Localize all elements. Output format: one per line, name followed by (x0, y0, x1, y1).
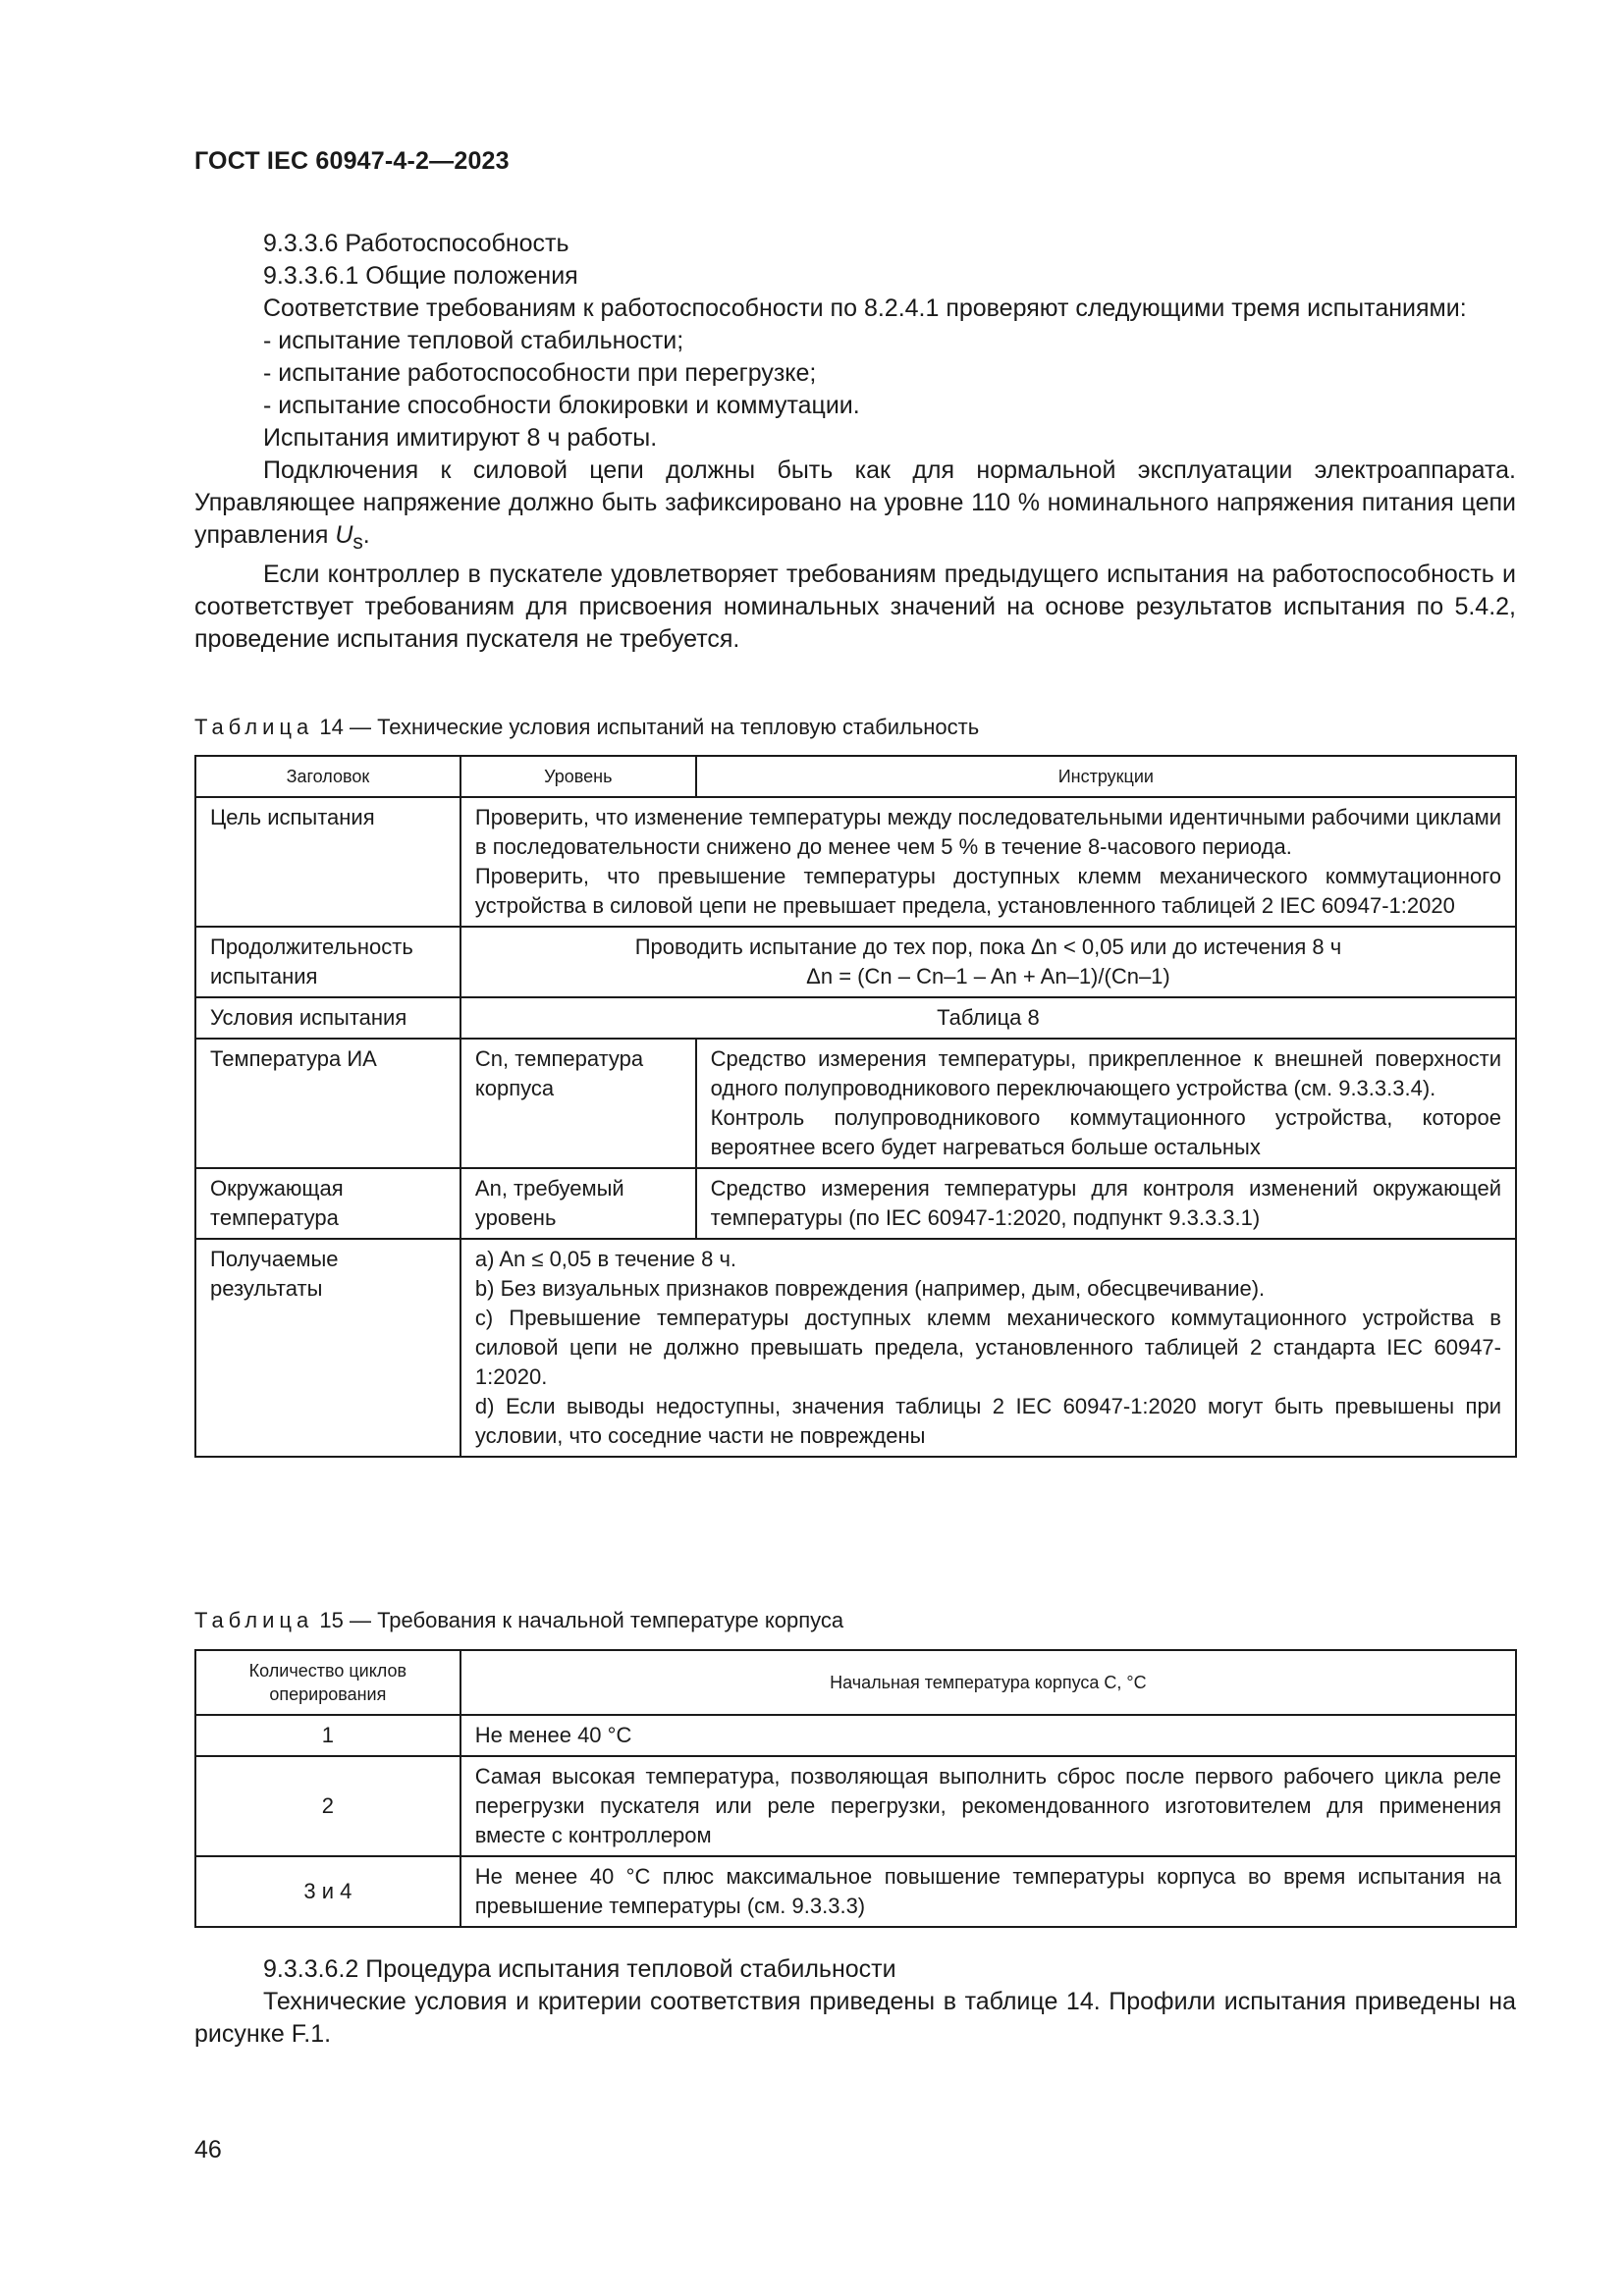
paragraph-imitate: Испытания имитируют 8 ч работы. (263, 424, 658, 452)
header-cell: Заголовок (195, 756, 460, 797)
temp-cell: Не менее 40 °C плюс максимальное повышение температуры корпуса во время испытания на превышение температуры (см. 9.3.3.3) (460, 1856, 1516, 1927)
row-level: Cn, температура корпуса (460, 1039, 696, 1168)
cell-text: Средство измерения температуры, прикрепленное к внешней поверхности одного полупроводникового переключающего устройства (см. 9.3.3.3.4). (710, 1046, 1501, 1100)
table-row (195, 797, 1516, 927)
cycles-cell: 1 (195, 1715, 460, 1756)
table-row (195, 1168, 1516, 1239)
temp-cell: Не менее 40 °C (460, 1715, 1516, 1756)
cell-text: Контроль полупроводникового коммутационного устройства, которое вероятнее всего будет нагреваться больше остальных (710, 1105, 1501, 1159)
voltage-subscript: s (352, 531, 363, 554)
table-row (195, 997, 1516, 1039)
formula-line: Δn = (Cn – Cn–1 – An + An–1)/(Cn–1) (806, 964, 1170, 988)
section-thermal-procedure (194, 1953, 1516, 2051)
list-item: - испытание способности блокировки и коммутации. (263, 392, 860, 419)
result-item: c) Превышение температуры доступных клемм механического коммутационного устройства в силовой цепи не должно превышать предела, установленного таблицей 2 стандарта IEC 60947-1:2020. (474, 1306, 1501, 1389)
row-label: Окружающая температура (195, 1168, 460, 1239)
table-header-row (195, 756, 1516, 797)
section-heading: 9.3.3.6.2 Процедура испытания тепловой стабильности (263, 1955, 896, 1983)
cell-text: Проверить, что изменение температуры между последовательными идентичными рабочими циклами в последовательности снижено до менее чем 5 % в течение 8-часового периода. (474, 805, 1501, 859)
row-content: Таблица 8 (460, 997, 1516, 1039)
duration-line: Проводить испытание до тех пор, пока Δn < 0,05 или до истечения 8 ч (634, 934, 1342, 959)
result-item: a) An ≤ 0,05 в течение 8 ч. (474, 1247, 737, 1271)
header-cell: Инструкции (696, 756, 1516, 797)
temp-cell: Самая высокая температура, позволяющая выполнить сброс после первого рабочего цикла реле перегрузки пускателя или реле перегрузки, рекомендованного изготовителем для применения вместе с контроллером (460, 1756, 1516, 1856)
cycles-cell: 2 (195, 1756, 460, 1856)
result-item: d) Если выводы недоступны, значения таблицы 2 IEC 60947-1:2020 могут быть превышены при условии, что соседние части не повреждены (474, 1394, 1501, 1448)
caption-label: Таблица (194, 1608, 314, 1632)
table15-caption (194, 1608, 843, 1633)
row-label: Получаемые результаты (195, 1239, 460, 1457)
table-row (195, 1756, 1516, 1856)
table-row (195, 1715, 1516, 1756)
row-label: Условия испытания (195, 997, 460, 1039)
header-cell: Уровень (460, 756, 696, 797)
voltage-symbol: U (335, 521, 353, 549)
document-header: ГОСТ IEC 60947-4-2—2023 (194, 147, 510, 175)
page-number: 46 (194, 2136, 222, 2163)
caption-label: Таблица (194, 715, 314, 739)
row-content (460, 797, 1516, 927)
header-cell: Начальная температура корпуса C, °C (460, 1650, 1516, 1715)
section-performance (194, 228, 1516, 656)
paragraph-text: Подключения к силовой цепи должны быть как для нормальной эксплуатации электроаппарата. Управляющее напряжение должно быть зафиксировано на уровне 110 % номинального напряжения питания цепи управления (194, 456, 1516, 549)
subsection-heading: 9.3.3.6.1 Общие положения (263, 262, 578, 290)
list-item: - испытание тепловой стабильности; (263, 327, 684, 354)
section-heading: 9.3.3.6 Работоспособность (263, 230, 569, 257)
row-label: Продолжительность испытания (195, 927, 460, 997)
row-content: Средство измерения температуры для контроля изменений окружающей температуры (по IEC 60947-1:2020, подпункт 9.3.3.3.1) (696, 1168, 1516, 1239)
caption-text: 14 — Технические условия испытаний на тепловую стабильность (313, 715, 980, 739)
paragraph-connection (194, 454, 1516, 559)
row-level: An, требуемый уровень (460, 1168, 696, 1239)
cycles-cell: 3 и 4 (195, 1856, 460, 1927)
paragraph-controller: Если контроллер в пускателе удовлетворяет требованиям предыдущего испытания на работоспособность и соответствует требованиям для присвоения номинальных значений на основе результатов испытания по 5.4.2, проведение испытания пускателя не требуется. (194, 561, 1516, 653)
table-header-row (195, 1650, 1516, 1715)
row-label: Температура ИА (195, 1039, 460, 1168)
table-14 (194, 755, 1517, 1458)
paragraph-end: . (362, 521, 370, 549)
table14-caption (194, 715, 979, 740)
row-content (460, 927, 1516, 997)
row-content (460, 1239, 1516, 1457)
table-15 (194, 1649, 1517, 1928)
header-cell: Количество циклов оперирования (195, 1650, 460, 1715)
table-row (195, 1239, 1516, 1457)
row-content (696, 1039, 1516, 1168)
row-label: Цель испытания (195, 797, 460, 927)
paragraph-intro: Соответствие требованиям к работоспособности по 8.2.4.1 проверяют следующими тремя испытаниями: (263, 294, 1467, 322)
cell-text: Проверить, что превышение температуры доступных клемм механического коммутационного устройства в силовой цепи не превышает предела, установленного таблицей 2 IEC 60947-1:2020 (474, 864, 1501, 918)
caption-text: 15 — Требования к начальной температуре корпуса (313, 1608, 844, 1632)
list-item: - испытание работоспособности при перегрузке; (263, 359, 817, 387)
table-row (195, 927, 1516, 997)
result-item: b) Без визуальных признаков повреждения (например, дым, обесцвечивание). (474, 1276, 1266, 1301)
table-row (195, 1039, 1516, 1168)
paragraph-text: Технические условия и критерии соответствия приведены в таблице 14. Профили испытания приведены на рисунке F.1. (194, 1988, 1516, 2048)
table-row (195, 1856, 1516, 1927)
